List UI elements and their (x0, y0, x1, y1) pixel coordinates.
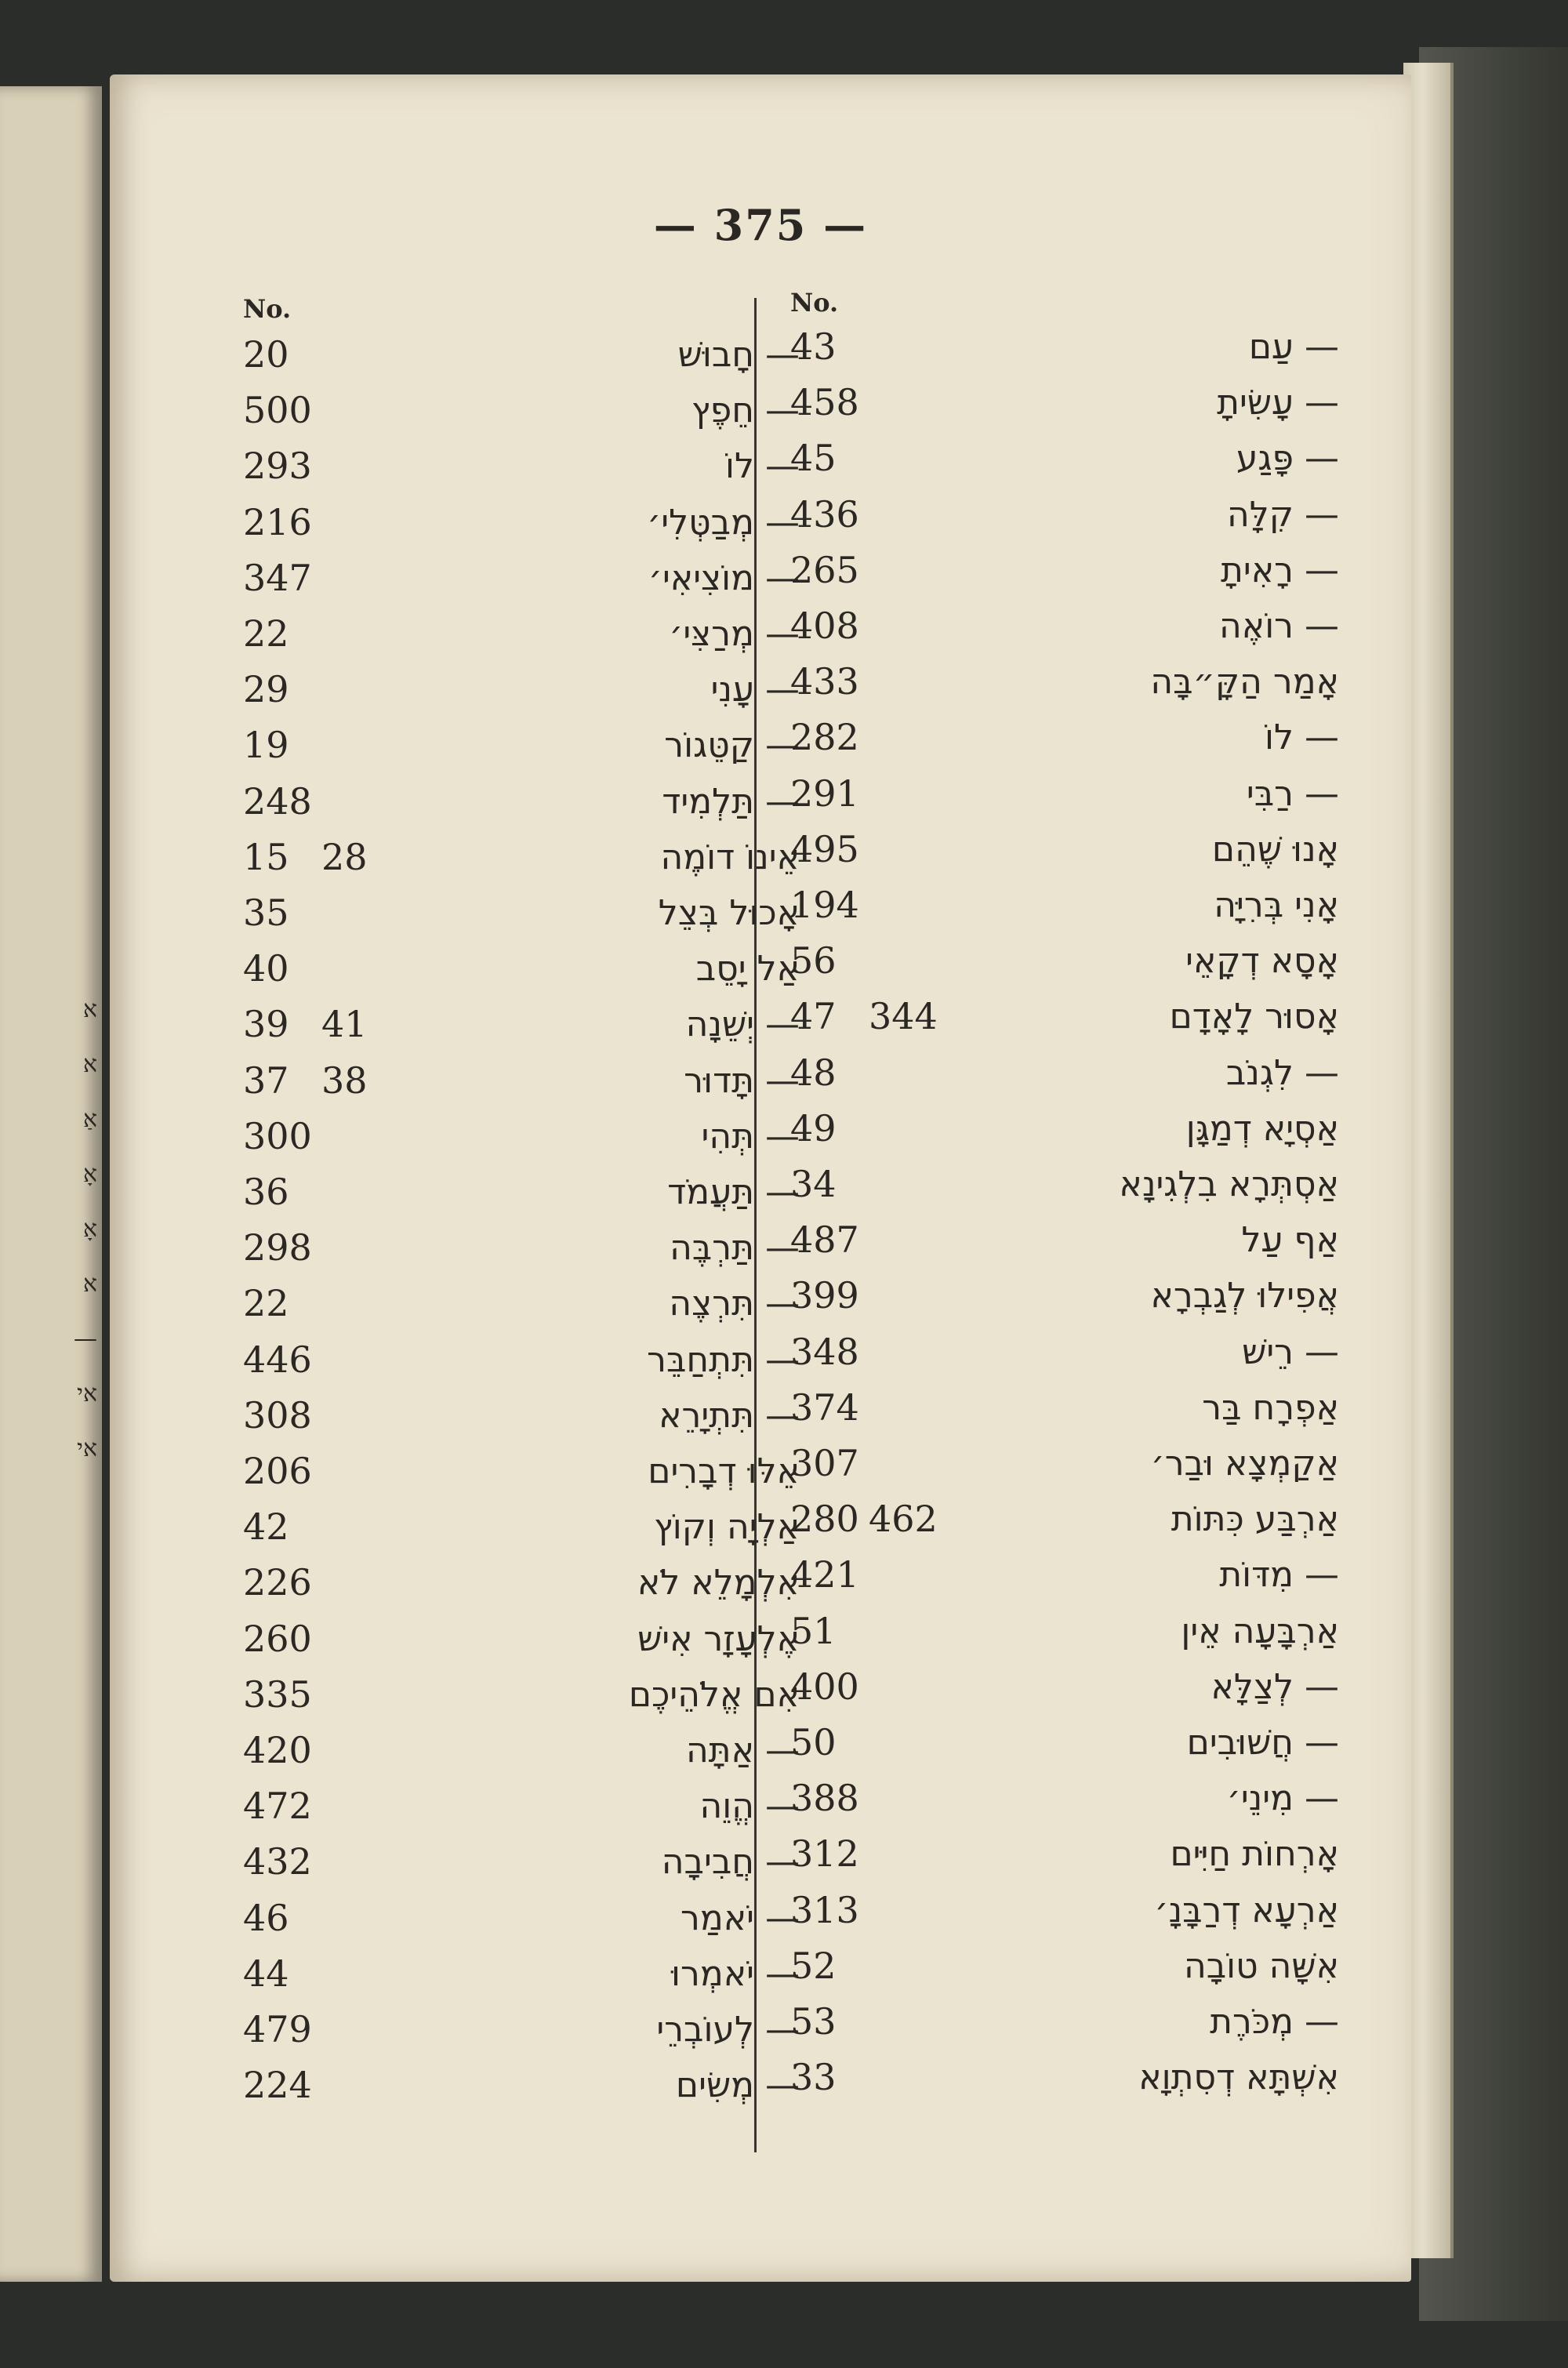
index-entry (790, 2000, 1355, 2055)
entry-number: 291 (790, 772, 859, 815)
entry-term: אִשָּׁה טוֹבָה (1183, 1945, 1339, 1986)
index-entry (790, 1777, 1355, 1832)
entry-number: 458 (790, 381, 859, 424)
entry-term: אַרְבַּע כִּתּוֹת (1171, 1499, 1339, 1540)
index-entry (790, 437, 1355, 492)
entry-term: — תָּדוּר (684, 1060, 800, 1101)
entry-number: 51 (790, 1609, 837, 1652)
entry-number: 432 (243, 1840, 312, 1883)
entry-number: 22 (243, 612, 289, 655)
entry-term: אֶלְעָזָר אִישׁ (637, 1618, 800, 1659)
entry-number: 33 (790, 2056, 837, 2099)
entry-number: 52 (790, 1944, 837, 1987)
index-entry (790, 884, 1355, 939)
entry-term: — לְצַלָּא (1210, 1666, 1339, 1707)
entry-term: אָמַר הַקָּ״בָּה (1150, 662, 1339, 703)
index-entry (790, 660, 1355, 715)
entry-term: — חֲשׁוּבִים (1186, 1723, 1339, 1763)
entry-term: — מְרַצִּי׳ (669, 614, 800, 654)
index-entry (243, 1282, 808, 1337)
entry-term: אַרְעָא דְרַבָּנָ׳ (1154, 1890, 1339, 1930)
index-entry (243, 1338, 808, 1393)
entry-term: — תִּתְחַבֵּר (647, 1339, 800, 1380)
entry-number: 53 (790, 2000, 837, 2043)
index-entry (790, 1721, 1355, 1776)
entry-number: 388 (790, 1777, 859, 1820)
entry-number: 19 (243, 724, 289, 767)
entry-number: 47 (790, 995, 837, 1038)
entry-term: אַלְיָה וְקוֹץ (654, 1507, 800, 1548)
entry-term: אֲפִילוּ לְגַבְרָא (1150, 1276, 1339, 1317)
entry-number: 194 (790, 884, 859, 926)
index-entry (790, 1331, 1355, 1386)
entry-number: 282 (790, 716, 859, 759)
entry-number: 313 (790, 1888, 859, 1931)
index-entry (790, 716, 1355, 771)
entry-number: 45 (790, 437, 837, 480)
entry-term: — יְשֵׁנָה (685, 1004, 800, 1045)
facing-page-glyph: אָ (82, 1215, 97, 1243)
entry-term: אָכוּל בְּצֵל (658, 893, 800, 933)
index-entry (243, 1840, 808, 1895)
entry-term: — לִגְנֹב (1225, 1052, 1339, 1093)
facing-page (0, 86, 102, 2282)
entry-number: 348 (790, 1330, 859, 1373)
index-entry (790, 381, 1355, 436)
entry-number: 399 (790, 1274, 859, 1317)
index-entry (243, 1059, 808, 1114)
entry-term: — הֱוֵה (699, 1786, 800, 1827)
entry-term: אַסְיָא דְמַגָּן (1185, 1108, 1339, 1149)
entry-number: 335 (243, 1672, 312, 1716)
entry-number: 479 (243, 2008, 312, 2050)
entry-number: 312 (790, 1832, 859, 1876)
entry-number: 374 (790, 1386, 859, 1429)
entry-number: 40 (243, 947, 289, 990)
index-entry (243, 501, 808, 556)
entry-term: — תְּהִי (701, 1116, 800, 1157)
entry-number: 36 (243, 1171, 289, 1213)
entry-term: אָנוּ שֶׁהֵם (1211, 829, 1339, 870)
entry-term: — מִינֵי׳ (1226, 1778, 1339, 1819)
index-entry (243, 1394, 808, 1449)
facing-page-glyph: א (82, 996, 97, 1023)
index-entry (790, 1386, 1355, 1441)
page-number-header: — 375 — (653, 200, 868, 250)
index-entry (243, 1785, 808, 1840)
index-entry (790, 1498, 1355, 1553)
entry-term: — לוֹ (1265, 717, 1339, 758)
index-entry (790, 1553, 1355, 1608)
entry-term: — תַּרְבֶּה (670, 1228, 800, 1269)
entry-number: 495 (790, 827, 859, 870)
entry-term: — יֹאמְרוּ (671, 1953, 800, 1994)
entry-number-secondary: 38 (321, 1059, 368, 1102)
index-entry (790, 549, 1355, 604)
entry-term: אָסָא דְקָאֵי (1185, 941, 1339, 982)
entry-term: אַקַמְצָא וּבַר׳ (1150, 1444, 1339, 1484)
entry-term: — אַתָּה (685, 1731, 800, 1771)
entry-number: 37 (243, 1059, 289, 1102)
entry-number: 49 (790, 1106, 837, 1149)
entry-number: 46 (243, 1896, 289, 1939)
entry-number: 226 (243, 1561, 312, 1604)
book-page (110, 74, 1411, 2282)
index-entry (243, 1505, 808, 1560)
entry-number: 39 (243, 1003, 289, 1046)
index-entry (243, 947, 808, 1002)
entry-term: — רַבִּי (1246, 773, 1339, 814)
index-entry (243, 389, 808, 444)
entry-number: 224 (243, 2064, 312, 2107)
facing-page-glyph: אָ (82, 1160, 97, 1188)
entry-number: 42 (243, 1505, 289, 1549)
entry-number: 436 (790, 492, 859, 536)
index-entry (790, 2056, 1355, 2111)
index-entry (243, 1673, 808, 1728)
entry-number: 248 (243, 779, 312, 823)
entry-term: אִלְמָלֵא לֹא (637, 1563, 800, 1603)
entry-term: אֵלּוּ דְבָרִים (648, 1451, 800, 1491)
entry-term: אַרְבָּעָה אֵין (1181, 1611, 1339, 1651)
entry-term: — מְבַטְּלִי׳ (647, 502, 800, 543)
entry-number: 265 (790, 548, 859, 591)
entry-term: — קִלָּה (1227, 494, 1339, 535)
entry-term: אַף עַל (1241, 1220, 1339, 1261)
index-entry (243, 2008, 808, 2063)
index-entry (243, 724, 808, 779)
index-entry (243, 1561, 808, 1616)
index-entry (243, 333, 808, 388)
entry-term: אָרְחוֹת חַיִּים (1170, 1834, 1339, 1875)
entry-term: — עָנִי (710, 670, 800, 710)
index-entry (243, 892, 808, 946)
index-entry (243, 557, 808, 612)
entry-number: 420 (243, 1729, 312, 1771)
entry-term: — מִדּוֹת (1219, 1555, 1339, 1596)
entry-term: — עָשִׂיתָ (1217, 383, 1339, 423)
index-entry (790, 493, 1355, 548)
entry-term: אִשְׁתָּא דְסִתְוָא (1138, 2057, 1339, 2098)
entry-term: — תִּרְצֶה (669, 1284, 800, 1324)
entry-term: — חָבוּשׁ (677, 335, 800, 375)
index-entry (243, 1729, 808, 1784)
entry-term: אָנִי בְּרִיָּה (1214, 885, 1339, 925)
entry-number: 347 (243, 556, 312, 599)
entry-number: 280 (790, 1498, 859, 1541)
column-head-right: No. (790, 288, 839, 318)
index-entry (243, 1897, 808, 1952)
entry-number: 472 (243, 1785, 312, 1828)
index-entry (790, 1889, 1355, 1944)
entry-number: 15 (243, 835, 289, 878)
entry-number-secondary: 28 (321, 835, 368, 878)
entry-term: אֵינוֹ דוֹמֶה (660, 837, 800, 877)
index-entry (790, 995, 1355, 1050)
facing-page-glyph: א (82, 1270, 97, 1298)
entry-number-secondary: 462 (869, 1498, 938, 1541)
index-entry (243, 1450, 808, 1505)
entry-number-secondary: 41 (321, 1003, 368, 1046)
index-entry (790, 605, 1355, 659)
entry-number: 307 (790, 1442, 859, 1484)
index-entry (243, 836, 808, 891)
entry-term: — חֲבִיבָה (661, 1842, 800, 1883)
entry-number: 22 (243, 1282, 289, 1325)
entry-term: — פָּגַע (1236, 438, 1339, 479)
entry-number: 308 (243, 1393, 312, 1436)
entry-number: 408 (790, 605, 859, 647)
entry-term: — קַטֵּגוֹר (664, 725, 800, 766)
entry-number: 216 (243, 500, 312, 543)
index-entry (790, 1945, 1355, 1999)
facing-page-glyph: א (82, 1051, 97, 1078)
facing-page-glyph: — (74, 1325, 97, 1353)
entry-number: 43 (790, 325, 837, 368)
index-entry (790, 939, 1355, 994)
entry-number: 206 (243, 1450, 312, 1492)
index-entry (790, 325, 1355, 380)
entry-term: — עַם (1248, 327, 1339, 367)
index-entry (243, 780, 808, 835)
index-entry (243, 1003, 808, 1058)
entry-number: 421 (790, 1553, 859, 1596)
entry-number: 29 (243, 668, 289, 711)
entry-number: 34 (790, 1163, 837, 1205)
entry-term: — תִּתְיָרֵא (659, 1395, 800, 1436)
index-entry (243, 1115, 808, 1170)
index-entry (243, 1226, 808, 1281)
entry-term: אַל יָסֵב (695, 949, 800, 990)
entry-term: — חֵפֶץ (691, 390, 800, 431)
index-entry (790, 1051, 1355, 1106)
entry-term: — לְעוֹבְרֵי (656, 2010, 800, 2050)
index-entry (790, 1832, 1355, 1887)
index-entry (790, 1274, 1355, 1329)
entry-number: 446 (243, 1338, 312, 1381)
index-entry (243, 612, 808, 667)
entry-number: 298 (243, 1226, 312, 1269)
entry-term: אַפְרָח בַּר (1202, 1387, 1339, 1428)
entry-term: — תַּלְמִיד (662, 781, 800, 822)
entry-term: — יֹאמַר (681, 1898, 800, 1938)
entry-number: 400 (790, 1665, 859, 1708)
entry-term: — לוֹ (725, 446, 800, 487)
entry-term: אִם אֱלֹהֵיכֶם (628, 1674, 800, 1715)
entry-number: 56 (790, 939, 837, 982)
index-entry (790, 1163, 1355, 1218)
entry-number: 260 (243, 1617, 312, 1660)
facing-page-glyph: אַ (82, 1106, 97, 1133)
index-entry (243, 1618, 808, 1672)
entry-number-secondary: 344 (869, 995, 938, 1038)
entry-number: 35 (243, 892, 289, 934)
column-head-left: No. (243, 294, 292, 324)
entry-number: 48 (790, 1051, 837, 1094)
entry-number: 50 (790, 1721, 837, 1763)
entry-term: אַסְתְּרָא בִלְגִינָא (1119, 1164, 1339, 1204)
entry-term: — רֵישׁ (1242, 1331, 1339, 1372)
entry-term: — מְשִׂים (675, 2065, 800, 2106)
entry-number: 20 (243, 333, 289, 376)
entry-number: 487 (790, 1219, 859, 1262)
index-entry (790, 1107, 1355, 1162)
index-entry (790, 1610, 1355, 1665)
entry-number: 44 (243, 1952, 289, 1995)
index-entry (790, 772, 1355, 827)
index-entry (243, 668, 808, 723)
entry-number: 293 (243, 445, 312, 488)
index-entry (790, 1665, 1355, 1720)
entry-term: — מְכֹּרֶת (1210, 2002, 1339, 2042)
entry-term: — תַּעֲמֹד (667, 1172, 800, 1212)
index-entry (790, 828, 1355, 883)
entry-number: 433 (790, 660, 859, 703)
entry-term: — רוֹאֶה (1219, 606, 1339, 646)
index-entry (243, 445, 808, 499)
entry-term: — רָאִיתָ (1221, 550, 1339, 590)
index-entry (790, 1219, 1355, 1273)
index-entry (243, 1171, 808, 1226)
entry-number: 500 (243, 389, 312, 432)
entry-term: — מוֹצִיאִי׳ (648, 557, 800, 598)
facing-page-glyph: אי (77, 1435, 97, 1462)
entry-term: אָסוּר לָאָדָם (1169, 997, 1339, 1037)
index-entry (243, 1952, 808, 2007)
entry-number: 300 (243, 1114, 312, 1157)
facing-page-glyph: אי (77, 1380, 97, 1407)
index-entry (790, 1442, 1355, 1497)
index-entry (243, 2064, 808, 2119)
